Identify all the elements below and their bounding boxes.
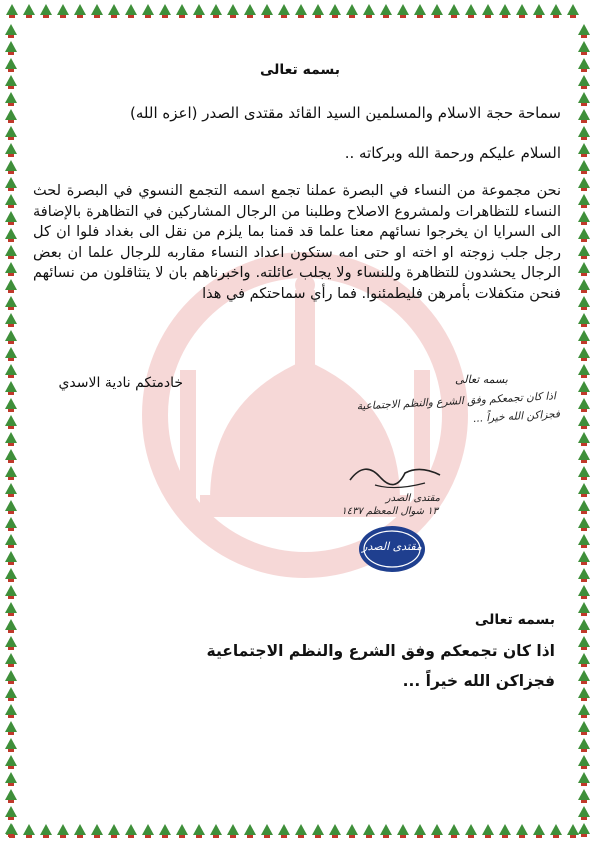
border-motif bbox=[5, 636, 17, 650]
letter-heading: بسمه تعالى bbox=[259, 62, 341, 78]
border-motif bbox=[261, 824, 273, 838]
border-motif bbox=[5, 772, 17, 786]
border-right bbox=[573, 0, 595, 842]
border-motif bbox=[5, 551, 17, 565]
border-motif bbox=[5, 92, 17, 106]
border-motif bbox=[578, 58, 590, 72]
border-motif bbox=[465, 824, 477, 838]
border-motif bbox=[5, 806, 17, 820]
border-motif bbox=[578, 381, 590, 395]
border-motif bbox=[142, 4, 154, 18]
border-motif bbox=[23, 4, 35, 18]
border-motif bbox=[125, 4, 137, 18]
letter-greeting: السلام عليكم ورحمة الله وبركاته .. bbox=[344, 144, 561, 162]
border-motif bbox=[5, 687, 17, 701]
border-motif bbox=[578, 75, 590, 89]
border-motif bbox=[346, 4, 358, 18]
border-motif bbox=[108, 4, 120, 18]
border-motif bbox=[5, 143, 17, 157]
border-motif bbox=[5, 670, 17, 684]
reply-heading: بسمه تعالى bbox=[474, 612, 555, 628]
border-motif bbox=[448, 4, 460, 18]
border-motif bbox=[578, 245, 590, 259]
border-motif bbox=[23, 824, 35, 838]
border-motif bbox=[5, 619, 17, 633]
border-motif bbox=[482, 4, 494, 18]
border-motif bbox=[578, 738, 590, 752]
border-motif bbox=[5, 381, 17, 395]
border-motif bbox=[578, 636, 590, 650]
border-motif bbox=[5, 585, 17, 599]
border-motif bbox=[578, 194, 590, 208]
border-motif bbox=[346, 824, 358, 838]
border-motif bbox=[5, 41, 17, 55]
border-motif bbox=[578, 313, 590, 327]
border-motif bbox=[516, 824, 528, 838]
border-motif bbox=[5, 789, 17, 803]
border-motif bbox=[578, 806, 590, 820]
border-motif bbox=[578, 483, 590, 497]
border-motif bbox=[578, 143, 590, 157]
border-motif bbox=[5, 823, 17, 837]
border-motif bbox=[414, 824, 426, 838]
border-motif bbox=[5, 160, 17, 174]
border-motif bbox=[5, 347, 17, 361]
stamp-text: مقتدى الصدر bbox=[362, 540, 422, 553]
border-motif bbox=[578, 364, 590, 378]
handwritten-date: ١٣ شوال المعظم ١٤٣٧ bbox=[341, 506, 438, 517]
border-motif bbox=[550, 4, 562, 18]
border-motif bbox=[5, 296, 17, 310]
border-motif bbox=[578, 92, 590, 106]
border-motif bbox=[431, 824, 443, 838]
border-motif bbox=[5, 653, 17, 667]
border-motif bbox=[227, 824, 239, 838]
border-motif bbox=[397, 4, 409, 18]
border-motif bbox=[5, 466, 17, 480]
border-motif bbox=[578, 449, 590, 463]
border-motif bbox=[278, 824, 290, 838]
border-motif bbox=[244, 4, 256, 18]
border-motif bbox=[40, 824, 52, 838]
border-top bbox=[0, 0, 595, 22]
border-motif bbox=[578, 177, 590, 191]
border-motif bbox=[193, 824, 205, 838]
reply-line-1: اذا كان تجمعكم وفق الشرع والنظم الاجتماعية bbox=[206, 642, 555, 660]
border-motif bbox=[5, 313, 17, 327]
border-motif bbox=[5, 483, 17, 497]
border-motif bbox=[578, 721, 590, 735]
border-motif bbox=[5, 517, 17, 531]
border-motif bbox=[142, 824, 154, 838]
border-motif bbox=[414, 4, 426, 18]
border-motif bbox=[578, 755, 590, 769]
border-motif bbox=[5, 262, 17, 276]
border-motif bbox=[108, 824, 120, 838]
border-motif bbox=[5, 602, 17, 616]
border-motif bbox=[578, 670, 590, 684]
border-motif bbox=[5, 245, 17, 259]
letter-body: نحن مجموعة من النساء في البصرة عملنا تجمع اسمه التجمع النسوي في البصرة لحث النساء للتظاهرات ولمشروع الاصلاح وطلبنا من الرجال المشاركين في التظاهرة بالإضافة الى السرايا ان يخرجوا نسائهم معنا علما قد قمنا بما يلزم من نقل الى بغداد فلوا ان كل رجل جلب زوجته او اخته او حتى امه ستكون اعداد النساء مقاربه للرجال علما ان بعض الرجال يحشدون للتظاهرة وللنساء ولا يجلب عائلته. واخبرناهم بان لا يتثاقلون من نسائهم فنحن متكفلات بأمرهن فليطمئنوا. فما رأي سماحتكم في هذا bbox=[33, 183, 561, 302]
border-motif bbox=[5, 109, 17, 123]
border-motif bbox=[578, 687, 590, 701]
border-motif bbox=[176, 4, 188, 18]
border-motif bbox=[5, 364, 17, 378]
border-motif bbox=[5, 58, 17, 72]
border-motif bbox=[578, 772, 590, 786]
border-motif bbox=[578, 262, 590, 276]
border-motif bbox=[5, 500, 17, 514]
border-motif bbox=[578, 279, 590, 293]
border-motif bbox=[578, 296, 590, 310]
border-motif bbox=[91, 824, 103, 838]
border-motif bbox=[380, 4, 392, 18]
border-motif bbox=[578, 704, 590, 718]
border-motif bbox=[5, 568, 17, 582]
border-motif bbox=[312, 824, 324, 838]
border-motif bbox=[499, 824, 511, 838]
border-motif bbox=[5, 126, 17, 140]
border-motif bbox=[578, 330, 590, 344]
border-motif bbox=[5, 704, 17, 718]
border-motif bbox=[210, 824, 222, 838]
border-motif bbox=[159, 4, 171, 18]
border-motif bbox=[57, 4, 69, 18]
handwritten-signature bbox=[345, 455, 445, 495]
border-motif bbox=[295, 4, 307, 18]
border-motif bbox=[397, 824, 409, 838]
border-motif bbox=[40, 4, 52, 18]
border-motif bbox=[329, 4, 341, 18]
border-motif bbox=[578, 109, 590, 123]
border-motif bbox=[278, 4, 290, 18]
border-motif bbox=[578, 466, 590, 480]
border-motif bbox=[5, 534, 17, 548]
border-motif bbox=[578, 823, 590, 837]
border-motif bbox=[5, 738, 17, 752]
border-motif bbox=[363, 824, 375, 838]
border-motif bbox=[578, 432, 590, 446]
border-motif bbox=[578, 619, 590, 633]
border-motif bbox=[431, 4, 443, 18]
border-motif bbox=[74, 824, 86, 838]
border-motif bbox=[5, 279, 17, 293]
border-bottom bbox=[0, 820, 595, 842]
border-motif bbox=[578, 653, 590, 667]
border-motif bbox=[5, 75, 17, 89]
letter-signature: خادمتكم نادية الاسدي bbox=[58, 375, 183, 391]
border-motif bbox=[578, 500, 590, 514]
border-motif bbox=[329, 824, 341, 838]
border-motif bbox=[312, 4, 324, 18]
border-motif bbox=[465, 4, 477, 18]
border-motif bbox=[5, 415, 17, 429]
border-motif bbox=[74, 4, 86, 18]
border-motif bbox=[448, 824, 460, 838]
border-motif bbox=[5, 721, 17, 735]
border-motif bbox=[244, 824, 256, 838]
border-motif bbox=[5, 228, 17, 242]
border-left bbox=[0, 0, 22, 842]
border-motif bbox=[533, 4, 545, 18]
border-motif bbox=[578, 126, 590, 140]
border-motif bbox=[578, 347, 590, 361]
border-motif bbox=[533, 824, 545, 838]
border-motif bbox=[5, 449, 17, 463]
border-motif bbox=[578, 517, 590, 531]
handwritten-line-1: اذا كان تجمعكم وفق الشرع والنظم الاجتماعية bbox=[356, 390, 557, 413]
border-motif bbox=[578, 398, 590, 412]
border-motif bbox=[578, 160, 590, 174]
border-motif bbox=[578, 602, 590, 616]
border-motif bbox=[125, 824, 137, 838]
letter-addressee: سماحة حجة الاسلام والمسلمين السيد القائد مقتدى الصدر (اعزه الله) bbox=[130, 104, 561, 122]
reply-line-2: فجزاكن الله خيراً ... bbox=[402, 672, 555, 690]
border-motif bbox=[578, 534, 590, 548]
border-motif bbox=[210, 4, 222, 18]
border-motif bbox=[159, 824, 171, 838]
border-motif bbox=[380, 824, 392, 838]
border-motif bbox=[363, 4, 375, 18]
border-motif bbox=[578, 228, 590, 242]
border-motif bbox=[578, 41, 590, 55]
border-motif bbox=[5, 432, 17, 446]
border-motif bbox=[578, 415, 590, 429]
handwritten-name: مقتدى الصدر bbox=[385, 493, 440, 504]
border-motif bbox=[57, 824, 69, 838]
border-motif bbox=[516, 4, 528, 18]
border-motif bbox=[5, 398, 17, 412]
handwritten-line-2: فجزاكن الله خيراً ... bbox=[472, 408, 561, 425]
border-motif bbox=[193, 4, 205, 18]
border-motif bbox=[578, 568, 590, 582]
border-motif bbox=[5, 211, 17, 225]
border-motif bbox=[578, 24, 590, 38]
border-motif bbox=[176, 824, 188, 838]
border-motif bbox=[261, 4, 273, 18]
border-motif bbox=[578, 551, 590, 565]
border-motif bbox=[550, 824, 562, 838]
border-motif bbox=[578, 789, 590, 803]
border-motif bbox=[482, 824, 494, 838]
border-motif bbox=[5, 177, 17, 191]
border-motif bbox=[227, 4, 239, 18]
border-motif bbox=[91, 4, 103, 18]
border-motif bbox=[5, 755, 17, 769]
border-motif bbox=[499, 4, 511, 18]
border-motif bbox=[578, 585, 590, 599]
handwritten-heading: بسمه تعالى bbox=[455, 373, 508, 386]
border-motif bbox=[5, 194, 17, 208]
border-motif bbox=[5, 24, 17, 38]
border-motif bbox=[5, 330, 17, 344]
border-motif bbox=[295, 824, 307, 838]
border-motif bbox=[578, 211, 590, 225]
